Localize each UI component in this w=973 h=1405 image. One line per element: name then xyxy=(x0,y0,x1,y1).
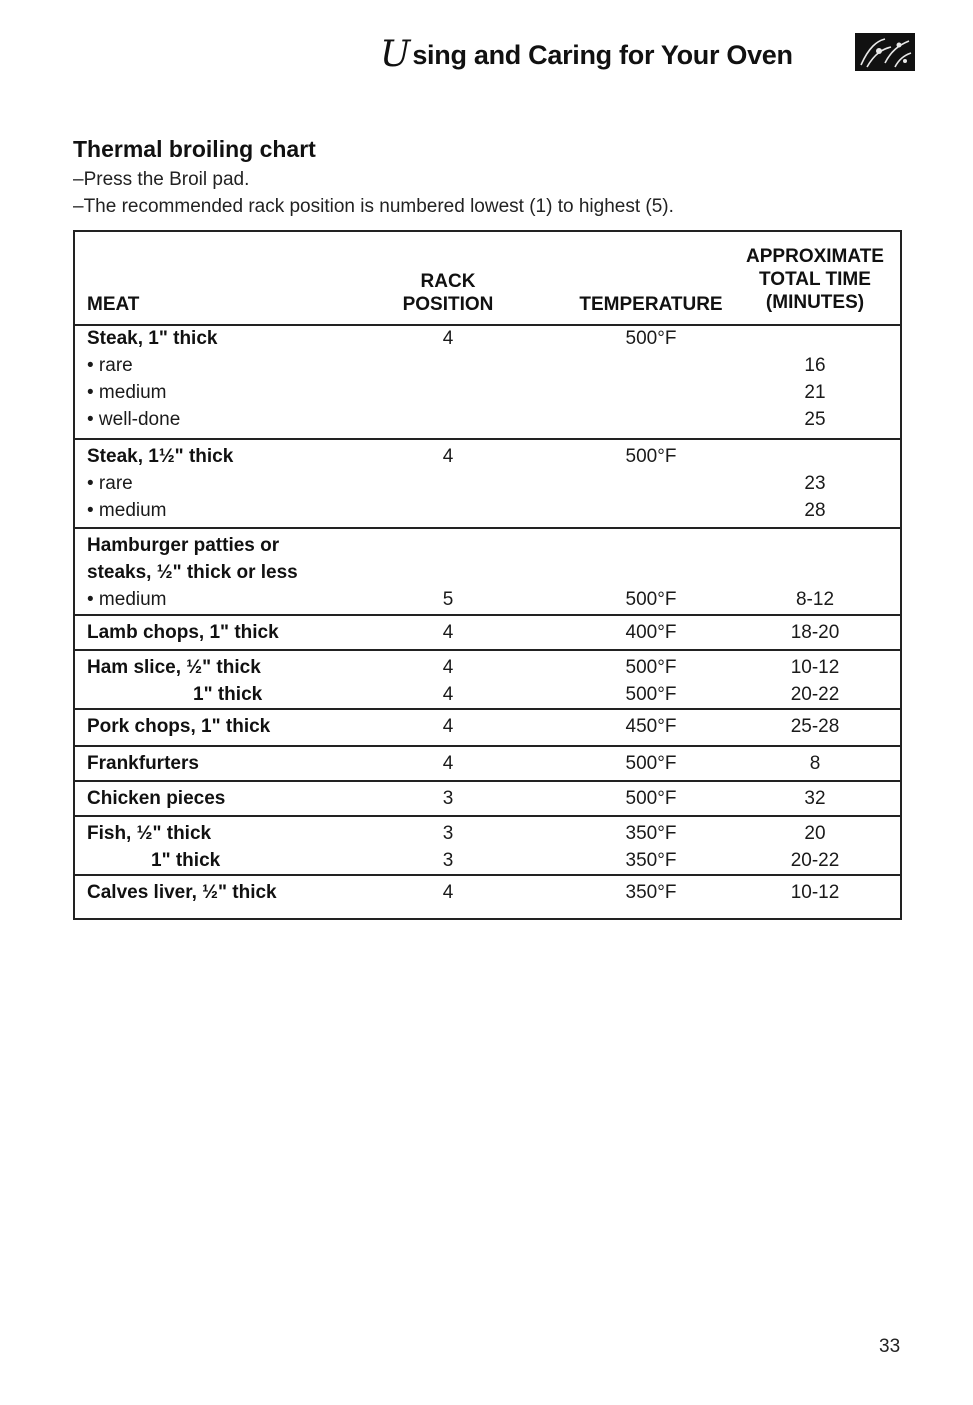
table-row xyxy=(75,881,900,908)
table-row-group xyxy=(75,780,900,815)
table-row-group xyxy=(75,745,900,780)
temperature-cell: 350°F xyxy=(625,850,677,871)
table-header xyxy=(75,232,900,326)
temperature-cell: 500°F xyxy=(625,589,677,610)
table-row-group xyxy=(75,649,900,708)
total-time-cell: 20 xyxy=(804,823,826,844)
table-row-group xyxy=(75,324,900,438)
header-time-line1: APPROXIMATE xyxy=(746,246,884,267)
total-time-cell: 32 xyxy=(804,788,826,809)
temperature-cell: 500°F xyxy=(625,328,677,349)
total-time-cell: 25 xyxy=(804,409,826,430)
temperature-cell: 350°F xyxy=(625,882,677,903)
rack-position-cell: 4 xyxy=(442,328,454,349)
total-time-cell: 10-12 xyxy=(790,882,840,903)
meat-cell: 1" thick xyxy=(193,684,263,705)
total-time-cell: 28 xyxy=(804,500,826,521)
table-row-group xyxy=(75,874,900,918)
instruction-rack-position: –The recommended rack position is numbered lowest (1) to highest (5). xyxy=(73,196,674,217)
meat-cell: 1" thick xyxy=(151,850,221,871)
table-row xyxy=(75,683,900,710)
total-time-cell: 20-22 xyxy=(790,684,840,705)
meat-cell: Steak, 1½" thick xyxy=(87,446,234,467)
header-rack-position xyxy=(375,270,521,316)
total-time-cell: 18-20 xyxy=(790,622,840,643)
meat-cell: Ham slice, ½" thick xyxy=(87,657,261,678)
rack-position-cell: 4 xyxy=(442,684,454,705)
rack-position-cell: 4 xyxy=(442,882,454,903)
section-title: Thermal broiling chart xyxy=(73,136,316,162)
meat-cell: Lamb chops, 1" thick xyxy=(87,622,279,643)
table-row xyxy=(75,621,900,648)
header-rack-line1: RACK xyxy=(420,271,476,292)
rack-position-cell: 5 xyxy=(442,589,454,610)
rack-position-cell: 4 xyxy=(442,622,454,643)
table-row-group xyxy=(75,438,900,527)
meat-cell: • well-done xyxy=(87,409,181,430)
meat-cell: • medium xyxy=(87,589,167,610)
total-time-cell: 20-22 xyxy=(790,850,840,871)
table-row xyxy=(75,715,900,742)
table-row xyxy=(75,752,900,779)
rack-position-cell: 4 xyxy=(442,657,454,678)
table-row-group xyxy=(75,708,900,745)
table-row xyxy=(75,381,900,408)
meat-cell: • medium xyxy=(87,500,167,521)
table-row xyxy=(75,327,900,354)
total-time-cell: 23 xyxy=(804,473,826,494)
table-row xyxy=(75,499,900,526)
temperature-cell: 400°F xyxy=(625,622,677,643)
page-number: 33 xyxy=(879,1336,901,1357)
temperature-cell: 350°F xyxy=(625,823,677,844)
meat-cell: Frankfurters xyxy=(87,753,199,774)
meat-cell: • rare xyxy=(87,355,133,376)
meat-cell: Chicken pieces xyxy=(87,788,226,809)
meat-cell: Fish, ½" thick xyxy=(87,823,212,844)
table-row xyxy=(75,408,900,435)
rack-position-cell: 3 xyxy=(442,823,454,844)
meat-cell: Pork chops, 1" thick xyxy=(87,716,271,737)
instruction-press-broil: –Press the Broil pad. xyxy=(73,169,250,190)
table-row xyxy=(75,588,900,615)
table-row-group xyxy=(75,815,900,874)
table-row xyxy=(75,656,900,683)
header-time-line3: (MINUTES) xyxy=(765,292,865,313)
header-temperature: TEMPERATURE xyxy=(579,294,723,315)
meat-cell: steaks, ½" thick or less xyxy=(87,562,298,583)
temperature-cell: 500°F xyxy=(625,753,677,774)
table-row-group xyxy=(75,527,900,614)
total-time-cell: 21 xyxy=(804,382,826,403)
table-row xyxy=(75,354,900,381)
header-meat: MEAT xyxy=(87,294,140,315)
meat-cell: Steak, 1" thick xyxy=(87,328,218,349)
total-time-cell: 25-28 xyxy=(790,716,840,737)
rack-position-cell: 3 xyxy=(442,850,454,871)
meat-cell: Hamburger patties or xyxy=(87,535,280,556)
temperature-cell: 500°F xyxy=(625,446,677,467)
meat-cell: • rare xyxy=(87,473,133,494)
total-time-cell: 8 xyxy=(809,753,821,774)
total-time-cell: 8-12 xyxy=(795,589,835,610)
temperature-cell: 500°F xyxy=(625,684,677,705)
rack-position-cell: 3 xyxy=(442,788,454,809)
table-row xyxy=(75,822,900,849)
page-header xyxy=(380,30,940,80)
total-time-cell: 16 xyxy=(804,355,826,376)
table-row xyxy=(75,445,900,472)
table-row xyxy=(75,849,900,876)
meat-cell: • medium xyxy=(87,382,167,403)
header-initial: U xyxy=(380,34,411,75)
temperature-cell: 500°F xyxy=(625,657,677,678)
table-row xyxy=(75,534,900,561)
temperature-cell: 450°F xyxy=(625,716,677,737)
table-row xyxy=(75,472,900,499)
total-time-cell: 10-12 xyxy=(790,657,840,678)
rack-position-cell: 4 xyxy=(442,753,454,774)
header-rack-line2: POSITION xyxy=(402,294,494,315)
decorative-floral-logo-icon xyxy=(855,33,915,71)
table-row xyxy=(75,787,900,814)
temperature-cell: 500°F xyxy=(625,788,677,809)
header-title: sing and Caring for Your Oven xyxy=(412,39,793,70)
table-row xyxy=(75,561,900,588)
header-time-line2: TOTAL TIME xyxy=(759,269,871,290)
table-row-group xyxy=(75,614,900,649)
broiling-chart-table xyxy=(73,230,902,920)
meat-cell: Calves liver, ½" thick xyxy=(87,882,277,903)
rack-position-cell: 4 xyxy=(442,716,454,737)
rack-position-cell: 4 xyxy=(442,446,454,467)
header-total-time xyxy=(730,245,900,314)
